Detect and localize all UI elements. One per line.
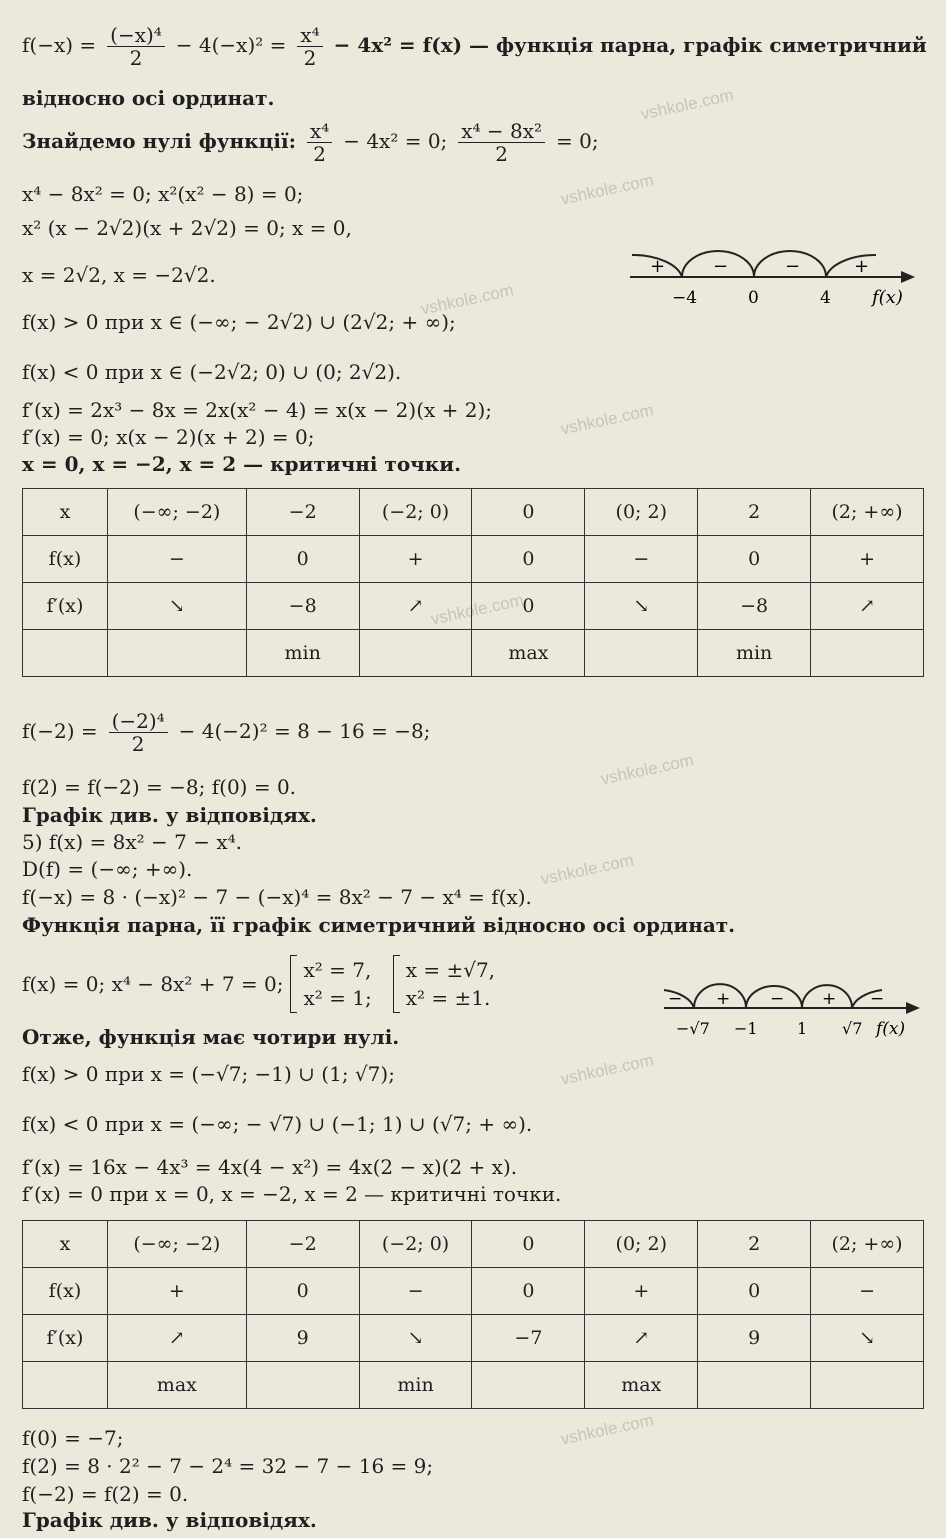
- line-26: f(2) = 8 · 2² − 7 − 2⁴ = 32 − 7 − 16 = 9;: [22, 1454, 434, 1478]
- table-row: x (−∞; −2) −2 (−2; 0) 0 (0; 2) 2 (2; +∞): [23, 1221, 924, 1268]
- line-7: f(x) > 0 при x ∈ (−∞; − 2√2) ∪ (2√2; + ∞);: [22, 310, 456, 334]
- sign-label: +: [716, 989, 731, 1009]
- table-row: f(x) − 0 + 0 − 0 +: [23, 536, 924, 583]
- line-1: f(−x) = $\frac{\text{(−x)⁴}}{2}$ − 4(−x)² = $\frac{\text{x⁴}}{2}$ − 4x² = f(x) — функція парна, графік симетричний: [22, 23, 927, 70]
- line-21: f(x) > 0 при x = (−√7; −1) ∪ (1; √7);: [22, 1062, 395, 1086]
- fraction: $\frac{\text{x⁴ − 8x²}}{2}$: [458, 120, 545, 165]
- line-6: x = 2√2, x = −2√2.: [22, 263, 216, 287]
- line-12: f(−2) = $\frac{\text{(−2)⁴}}{2}$ − 4(−2)² = 8 − 16 = −8;: [22, 709, 431, 756]
- line-19: f(x) = 0; x⁴ − 8x² + 7 = 0; x² = 7, x² = 1; x = ±√7, x² = ±1.: [22, 955, 495, 1013]
- line-14: Графік див. у відповідях.: [22, 803, 317, 827]
- watermark: vshkole.com: [558, 1050, 656, 1089]
- watermark: vshkole.com: [638, 85, 736, 124]
- axis-label: f(x): [876, 1019, 906, 1039]
- sign-label: +: [822, 989, 837, 1009]
- line-17: f(−x) = 8 · (−x)² − 7 − (−x)⁴ = 8x² − 7 − x⁴ = f(x).: [22, 885, 532, 909]
- table-row: f′(x) ↗ 9 ↘ −7 ↗ 9 ↘: [23, 1315, 924, 1362]
- fraction: $\frac{\text{(−x)⁴}}{2}$: [107, 24, 165, 69]
- line-28: Графік див. у відповідях.: [22, 1508, 317, 1532]
- watermark: vshkole.com: [558, 170, 656, 209]
- number-line-1: [620, 245, 920, 310]
- sign-label: −: [713, 256, 729, 277]
- sign-label: −: [770, 989, 785, 1009]
- sign-table-1: [22, 488, 924, 677]
- line-25: f(0) = −7;: [22, 1426, 124, 1450]
- line-3: Знайдемо нулі функції: $\frac{\text{x⁴}}{2}$ − 4x² = 0; $\frac{\text{x⁴ − 8x²}}{2}$ = 0;: [22, 119, 599, 166]
- tick-label: 4: [820, 288, 831, 308]
- fraction: $\frac{\text{x⁴}}{2}$: [297, 24, 322, 69]
- line-4: x⁴ − 8x² = 0; x²(x² − 8) = 0;: [22, 182, 304, 206]
- line-18: Функція парна, її графік симетричний відносно осі ординат.: [22, 913, 736, 937]
- line-10: f′(x) = 0; x(x − 2)(x + 2) = 0;: [22, 425, 315, 449]
- tick-label: −1: [734, 1019, 758, 1038]
- tick-label: −4: [672, 288, 698, 308]
- line-9: f′(x) = 2x³ − 8x = 2x(x² − 4) = x(x − 2)(x + 2);: [22, 398, 493, 422]
- table-row: max min max: [23, 1362, 924, 1409]
- fraction: $\frac{\text{x⁴}}{2}$: [307, 120, 332, 165]
- line-15: 5) f(x) = 8x² − 7 − x⁴.: [22, 830, 242, 854]
- line-13: f(2) = f(−2) = −8; f(0) = 0.: [22, 775, 297, 799]
- sign-label: −: [785, 256, 801, 277]
- watermark: vshkole.com: [428, 590, 526, 629]
- sign-label: −: [668, 989, 683, 1009]
- line-8: f(x) < 0 при x ∈ (−2√2; 0) ∪ (0; 2√2).: [22, 360, 402, 384]
- fraction: $\frac{\text{(−2)⁴}}{2}$: [109, 710, 168, 755]
- table-row: f(x) + 0 − 0 + 0 −: [23, 1268, 924, 1315]
- tick-label: 0: [748, 288, 759, 308]
- sign-table-2: [22, 1220, 924, 1409]
- system: x² = 7, x² = 1;: [303, 958, 372, 1010]
- watermark: vshkole.com: [558, 1410, 656, 1449]
- watermark: vshkole.com: [418, 280, 516, 319]
- sign-label: +: [854, 256, 870, 277]
- line-23: f′(x) = 16x − 4x³ = 4x(4 − x²) = 4x(2 − x)(2 + x).: [22, 1155, 518, 1179]
- table-row: f′(x) ↘ −8 ↗ 0 ↘ −8 ↗: [23, 583, 924, 630]
- tick-label: 1: [797, 1019, 808, 1038]
- sign-label: −: [870, 989, 885, 1009]
- number-line-2: [660, 982, 930, 1044]
- line-27: f(−2) = f(2) = 0.: [22, 1482, 189, 1506]
- tick-label: −√7: [676, 1019, 710, 1038]
- sign-label: +: [650, 256, 666, 277]
- watermark: vshkole.com: [598, 750, 696, 789]
- table-row: min max min: [23, 630, 924, 677]
- watermark: vshkole.com: [538, 850, 636, 889]
- watermark: vshkole.com: [558, 400, 656, 439]
- tick-label: √7: [842, 1019, 863, 1038]
- line-22: f(x) < 0 при x = (−∞; − √7) ∪ (−1; 1) ∪ (√7; + ∞).: [22, 1112, 533, 1136]
- line-11: x = 0, x = −2, x = 2 — критичні точки.: [22, 452, 462, 476]
- line-2: відносно осі ординат.: [22, 86, 275, 110]
- line-5: x² (x − 2√2)(x + 2√2) = 0; x = 0,: [22, 216, 352, 240]
- line-16: D(f) = (−∞; +∞).: [22, 857, 193, 881]
- axis-label: f(x): [872, 287, 903, 308]
- system: x = ±√7, x² = ±1.: [405, 958, 496, 1010]
- line-20: Отже, функція має чотири нулі.: [22, 1025, 400, 1049]
- line-24: f′(x) = 0 при x = 0, x = −2, x = 2 — критичні точки.: [22, 1182, 562, 1206]
- table-row: x (−∞; −2) −2 (−2; 0) 0 (0; 2) 2 (2; +∞): [23, 489, 924, 536]
